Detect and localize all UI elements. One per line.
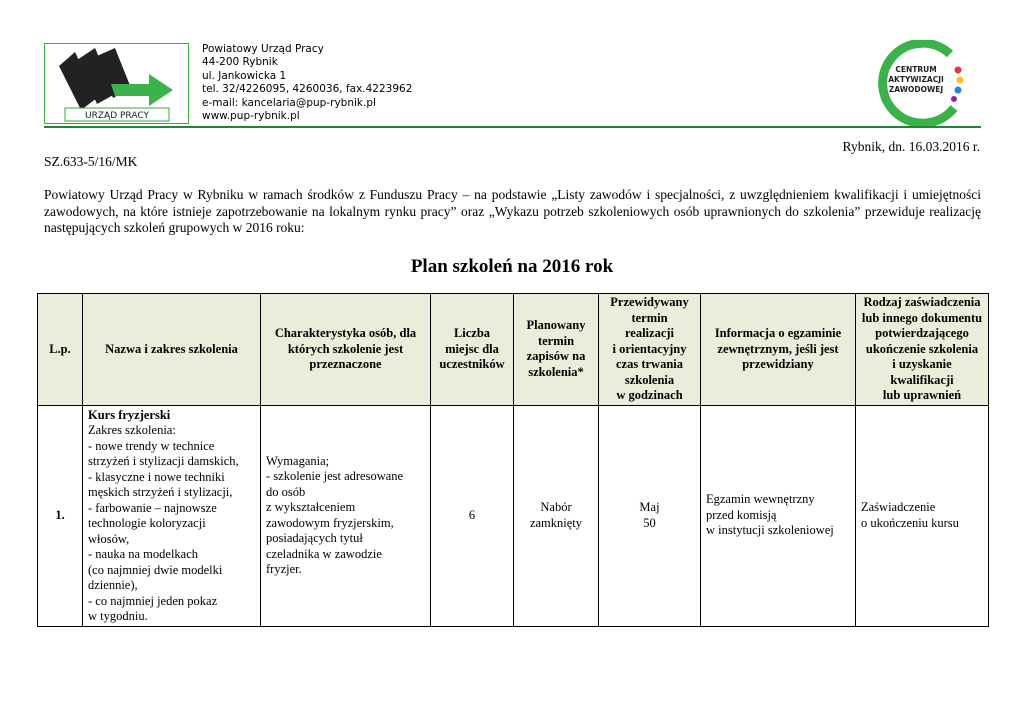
text-line: realizacji <box>624 326 675 340</box>
address-line: Powiatowy Urząd Pracy <box>202 43 324 55</box>
text-line: - nauka na modelkach <box>88 547 199 561</box>
text-line: z wykształceniem <box>266 500 356 514</box>
text-line: Zaświadczenie <box>861 500 936 514</box>
plan-title: Plan szkoleń na 2016 rok <box>410 256 614 277</box>
office-address <box>202 43 412 123</box>
email-line: e-mail: kancelaria@pup-rybnik.pl <box>202 96 376 109</box>
text-line: zewnętrznym, jeśli jest <box>717 341 839 356</box>
header-seats <box>431 294 514 406</box>
text-line: termin <box>631 310 668 325</box>
logo-right-line: CENTRUM <box>895 65 937 74</box>
text-line: Przewidywany <box>610 295 689 309</box>
text-line: Rodzaj zaświadczenia <box>863 295 981 309</box>
text-line: czeladnika w zawodzie <box>266 546 382 561</box>
text-line: strzyżeń i stylizacji damskich, <box>88 454 239 468</box>
text-line: miejsc dla <box>445 341 499 356</box>
text-line: lub uprawnień <box>882 388 962 402</box>
text-line: Nazwa i zakres szkolenia <box>105 341 238 356</box>
text-line: - nowe trendy w technice <box>88 438 215 453</box>
header-characteristics <box>261 294 431 406</box>
text-line: szkolenia <box>624 372 675 387</box>
text-line: szkolenia* <box>528 364 584 379</box>
text-line: męskich strzyżeń i stylizacji, <box>88 485 233 499</box>
header-certificate <box>856 294 989 406</box>
text-line: uczestników <box>439 357 505 371</box>
text-line: posiadających tytuł <box>266 531 363 545</box>
text-line: przeznaczone <box>309 357 382 371</box>
row-course-name <box>83 405 261 626</box>
text-line: L.p. <box>49 341 71 356</box>
text-line: w tygodniu. <box>88 609 148 623</box>
logo-right-line: AKTYWIZACJI <box>888 75 944 84</box>
row-seats: 6 <box>431 405 514 626</box>
text-line: w instytucji szkoleniowej <box>706 523 834 538</box>
text-line: - szkolenie jest adresowane <box>266 469 404 483</box>
text-line: Egzamin wewnętrzny <box>706 492 815 507</box>
course-scope <box>88 423 255 625</box>
website-line: www.pup-rybnik.pl <box>202 110 300 123</box>
text-line: (co najmniej dwie modelki <box>88 562 223 577</box>
text-line: zapisów na <box>526 349 586 364</box>
text-line: do osób <box>266 484 306 499</box>
text-line: których szkolenie jest <box>287 341 404 356</box>
logo-left-text: URZĄD PRACY <box>85 111 149 121</box>
text-line: 50 <box>643 515 656 530</box>
row-exam <box>701 405 856 626</box>
text-line: Zakres szkolenia: <box>88 423 176 437</box>
text-line: i orientacyjny <box>612 341 687 356</box>
text-line: przed komisją <box>706 507 777 522</box>
row-term <box>599 405 701 626</box>
text-line: zawodowym fryzjerskim, <box>266 515 394 530</box>
text-line: - klasyczne i nowe techniki <box>88 469 225 484</box>
text-line: potwierdzającego <box>875 326 969 340</box>
text-line: - co najmniej jeden pokaz <box>88 593 218 608</box>
text-line: ukończenie szkolenia <box>865 341 979 356</box>
header-term <box>599 294 701 406</box>
row-lp: 1. <box>38 405 83 626</box>
address-line: ul. Jankowicka 1 <box>202 69 287 82</box>
row-enrollment <box>514 405 599 626</box>
text-line: Planowany <box>526 318 586 333</box>
letterhead <box>44 40 981 128</box>
table-header-row <box>38 294 989 406</box>
text-line: w godzinach <box>616 388 683 402</box>
text-line: Informacja o egzaminie <box>714 326 842 340</box>
text-line: dziennie), <box>88 578 138 592</box>
text-line: technologie koloryzacji <box>88 516 206 530</box>
reference-number: SZ.633-5/16/MK <box>44 154 138 169</box>
header-enrollment <box>514 294 599 406</box>
text-line: kwalifikacji <box>890 372 954 387</box>
header-divider <box>44 126 981 128</box>
text-line: przewidziany <box>742 357 814 371</box>
text-line: Maj <box>639 500 660 514</box>
header-name <box>83 294 261 406</box>
training-plan-table <box>37 293 989 627</box>
text-line: Nabór <box>540 500 572 514</box>
row-certificate <box>856 405 989 626</box>
address-line: 44-200 Rybnik <box>202 56 278 69</box>
table-row <box>38 405 989 626</box>
header-lp <box>38 294 83 406</box>
text-line: czas trwania <box>616 357 683 371</box>
text-line: i uzyskanie <box>892 357 952 371</box>
text-line: lub innego dokumentu <box>861 310 983 325</box>
course-title: Kurs fryzjerski <box>88 407 171 422</box>
row-characteristics <box>261 405 431 626</box>
text-line: Wymagania; <box>266 453 330 468</box>
text-line: Liczba <box>453 326 491 340</box>
text-line: Charakterystyka osób, dla <box>274 326 417 340</box>
text-line: włosów, <box>88 531 130 546</box>
text-line: fryzjer. <box>266 562 302 576</box>
text-line: - farbowanie – najnowsze <box>88 500 217 515</box>
centrum-aktywizacji-logo <box>870 40 970 126</box>
text-line: zamknięty <box>529 515 583 530</box>
header-exam <box>701 294 856 406</box>
text-line: o ukończeniu kursu <box>861 515 959 530</box>
text-line: termin <box>537 333 575 348</box>
logo-right-line: ZAWODOWEJ <box>888 85 944 94</box>
urzad-pracy-logo <box>44 43 189 124</box>
intro-paragraph: Powiatowy Urząd Pracy w Rybniku w ramach środków z Funduszu Pracy – na podstawie „Listy zawodów i specjalności, z uwzględnieniem kwalifikacji i umiejętności zawodowych, na które istnieje zapotrzebowanie na lokalnym rynku pracy” oraz „Wykazu potrzeb szkoleniowych osób uprawnionych do szkolenia” przewiduje realizację następujących szkoleń grupowych w 2016 roku: <box>44 187 981 235</box>
document-date: Rybnik, dn. 16.03.2016 r. <box>842 139 980 154</box>
address-line: tel. 32/4226095, 4260036, fax.4223962 <box>202 83 413 96</box>
